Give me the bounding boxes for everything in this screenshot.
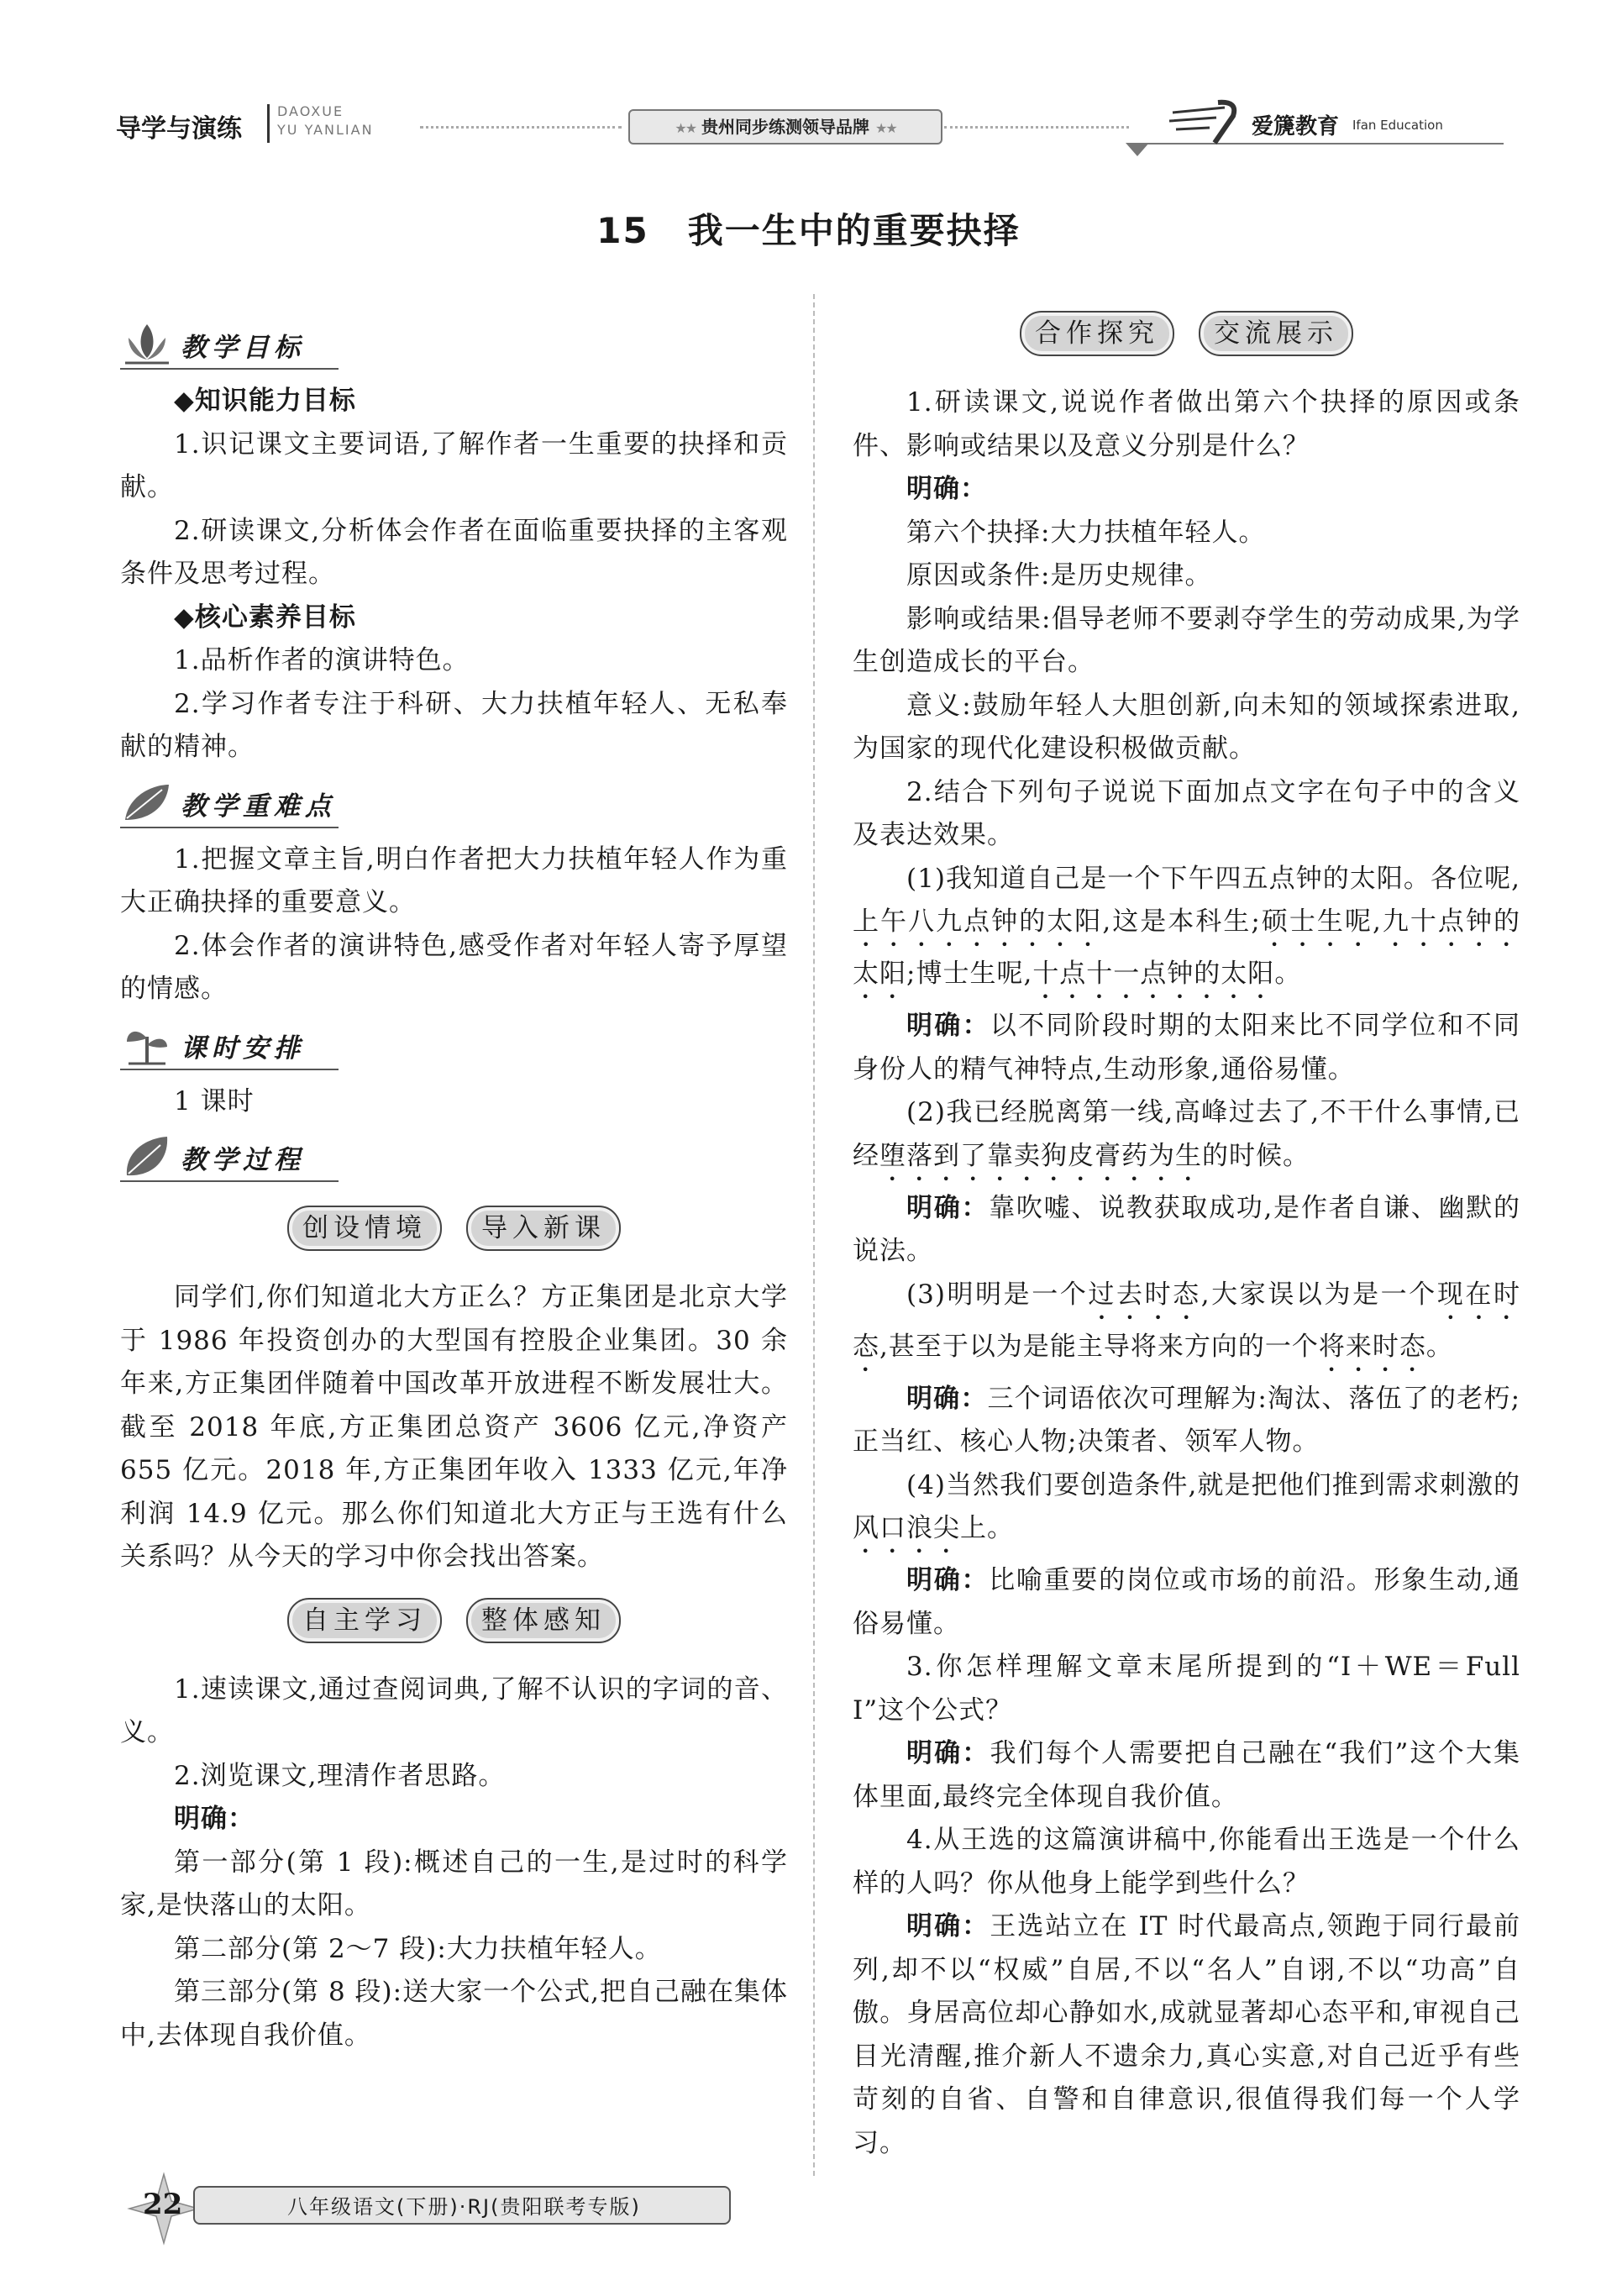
structure-part: 第一部分(第 1 段):概述自己的一生,是过时的科学家,是快落山的太阳。 [120, 1847, 788, 1920]
dotted-phrase: 风口浪尖 [853, 1513, 960, 1543]
sentence-text: (4)当然我们要创造条件,就是把他们推到需求刺激的 [906, 1469, 1520, 1500]
book-info: 八年级语文(下册)·RJ(贵阳联考专版) [193, 2186, 731, 2225]
sentence-4 [853, 1464, 1520, 1560]
activity-pill: 导入新课 [466, 1206, 621, 1251]
sentence-text: ,这是本科生; [1102, 906, 1261, 937]
sentence-text: 的时候。 [1202, 1140, 1310, 1171]
clarify-label: 明确： [906, 474, 987, 504]
answer-text: 以不同阶段时期的太阳来比不同学位和不同身份人的精气神特点,生动形象,通俗易懂。 [853, 1011, 1521, 1085]
clarify-label: 明确： [906, 1383, 988, 1414]
section-title: 教学目标 [181, 333, 305, 363]
badge-text: 贵州同步练测领导品牌 [701, 117, 869, 137]
heading-underline [120, 827, 339, 828]
clarify-label: 明确： [906, 1565, 990, 1595]
lotus-icon [120, 319, 174, 370]
step-item: 2.浏览课文,理清作者思路。 [174, 1760, 506, 1791]
structure-part: 第三部分(第 8 段):送大家一个公式,把自己融在集体中,去体现自我价值。 [120, 1977, 788, 2051]
sentence-text: (2)我已经脱离第一线,高峰过去了,不干什么事情,已经 [853, 1097, 1520, 1171]
heading-underline [120, 1069, 339, 1070]
clarify-label: 明确： [906, 1011, 990, 1041]
answer-q3 [853, 1732, 1520, 1819]
brand-badge: ★★ 贵州同步练测领导品牌 ★★ [628, 109, 942, 144]
header-dotted-line [420, 126, 622, 129]
section-heading-schedule [120, 1020, 788, 1075]
question-2: 2.结合下列句子说说下面加点文字在句子中的含义及表达效果。 [853, 776, 1520, 850]
sentence-text: (3)明明是一个 [906, 1279, 1089, 1310]
answer-text: 三个词语依次可理解为:淘汰、落伍了的老朽;正当红、核心人物;决策者、领军人物。 [853, 1383, 1521, 1457]
sentence-text: 。 [1274, 959, 1302, 989]
sentence-text: 。 [1425, 1331, 1453, 1362]
activity-pills [120, 1206, 788, 1264]
objective-item: 2.研读课文,分析体会作者在面临重要抉择的主客观条件及思考过程。 [120, 515, 788, 589]
answer-line: 影响或结果:倡导老师不要剥夺学生的劳动成果,为学生创造成长的平台。 [853, 603, 1520, 677]
section-heading-key-points [120, 778, 788, 833]
section-title: 教学重难点 [181, 791, 336, 822]
objective-item: 1.品析作者的演讲特色。 [174, 645, 470, 675]
sentence-text: (1)我知道自己是一个下午四五点钟的太阳。各位呢, [906, 863, 1520, 894]
answer-line: 第六个抉择:大力扶植年轻人。 [906, 517, 1266, 548]
dotted-phrase: 堕落到了靠卖狗皮膏药为生 [879, 1140, 1202, 1171]
activity-pills [120, 1598, 788, 1657]
activity-pill: 创设情境 [287, 1206, 442, 1251]
publisher-name-en: Ifan Education [1352, 118, 1443, 133]
question-1: 1.研读课文,说说作者做出第六个抉择的原因或条件、影响或结果以及意义分别是什么？ [853, 387, 1520, 461]
activity-pills [853, 311, 1520, 370]
activity-pill: 交流展示 [1199, 311, 1353, 356]
dotted-phrase: 过去时态 [1088, 1279, 1201, 1310]
pinyin-line-2: YU YANLIAN [277, 122, 374, 138]
header-pointer [1126, 143, 1149, 156]
lesson-number: 15 [596, 210, 649, 251]
section-title: 教学过程 [181, 1145, 305, 1175]
clarify-label: 明确： [906, 1192, 990, 1223]
answer-q4 [853, 1905, 1520, 2165]
sentence-text: ,甚至于以为是能主导将来方向的一个 [879, 1331, 1319, 1362]
pinyin-line-1: DAOXUE [277, 103, 344, 119]
dotted-phrase: 将来时态 [1318, 1331, 1426, 1362]
activity-pill: 合作探究 [1020, 311, 1174, 356]
sprout-icon [120, 1020, 174, 1070]
answer-text: 王选站立在 IT 时代最高点,领跑于同行最前列,却不以“权威”自居,不以“名人”自诩,不以“功高”自傲。身居高位却心静如水,成就显著却心态平和,审视自己目光清醒,推介新人不遗余力,真心实意,对自己近乎有些苛刻的自省、自警和自律意识,很值得我们每一个人学习。 [853, 1911, 1521, 2158]
objective-item: 1.识记课文主要词语,了解作者一生重要的抉择和贡献。 [120, 428, 788, 502]
lesson-title [0, 203, 1617, 254]
answer-line: 原因或条件:是历史规律。 [906, 560, 1212, 591]
dotted-phrase: 上午八九点钟的太阳 [853, 906, 1103, 937]
right-column [853, 311, 1520, 2165]
heading-underline [120, 1180, 339, 1182]
dotted-phrase: 十点十一点钟的太阳 [1032, 959, 1275, 989]
schedule-text: 1 课时 [174, 1085, 255, 1116]
dotted-phrase: 现在时态 [853, 1279, 1520, 1362]
header-divider [267, 104, 270, 143]
series-pinyin [277, 102, 374, 139]
sentence-text: ,大家误以为是一个 [1200, 1279, 1437, 1310]
column-divider [813, 294, 815, 2176]
series-name: 导学与演练 [116, 114, 242, 144]
answer-3 [853, 1378, 1520, 1464]
sentence-2 [853, 1091, 1520, 1187]
section-heading-objectives [120, 319, 788, 375]
clarify-label: 明确： [906, 1738, 990, 1768]
answer-1 [853, 1005, 1520, 1091]
clarify-label: 明确： [174, 1804, 255, 1834]
publisher-name: 爱篪教育 [1252, 114, 1340, 139]
question-3: 3.你怎样理解文章末尾所提到的“I＋WE＝Full I”这个公式？ [853, 1652, 1520, 1726]
question-4: 4.从王选的这篇演讲稿中,你能看出王选是一个什么样的人吗？你从他身上能学到些什么？ [853, 1825, 1520, 1899]
structure-part: 第二部分(第 2～7 段):大力扶植年轻人。 [174, 1933, 662, 1964]
intro-paragraph: 同学们,你们知道北大方正么？方正集团是北京大学于 1986 年投资创办的大型国有控股企业集团。30 余年来,方正集团伴随着中国改革开放进程不断发展壮大。截至 2018 年底,方正集团总资产 3606 亿元,净资产 655 亿元。2018 年,方正集团年收入 1333 亿元,年净利润 14.9 亿元。那么你们知道北大方正与王选有什么关系吗？从今天的学习中你会找出答案。 [120, 1282, 788, 1572]
answer-text: 我们每个人需要把自己融在“我们”这个大集体里面,最终完全体现自我价值。 [853, 1738, 1520, 1812]
sentence-3 [853, 1274, 1520, 1378]
header-dotted-line-right [944, 126, 1129, 129]
answer-4 [853, 1559, 1520, 1646]
lesson-title-text: 我一生中的重要抉择 [687, 210, 1021, 251]
objective-item: 2.学习作者专注于科研、大力扶植年轻人、无私奉献的精神。 [120, 688, 788, 762]
section-heading-process [120, 1132, 788, 1187]
left-column [120, 311, 788, 2057]
page-footer [134, 2183, 773, 2233]
clarify-label: 明确： [906, 1911, 990, 1941]
heading-underline [120, 368, 339, 370]
sentence-text: ;博士生呢, [906, 959, 1033, 989]
key-point-item: 1.把握文章主旨,明白作者把大力扶植年轻人作为重大正确抉择的重要意义。 [120, 843, 788, 917]
answer-text: 靠吹嘘、说教获取成功,是作者自谦、幽默的说法。 [853, 1192, 1520, 1266]
leaf-icon [120, 778, 174, 828]
sentence-text: 上。 [960, 1513, 1014, 1543]
answer-line: 意义:鼓励年轻人大胆创新,向未知的领域探索进取,为国家的现代化建设积极做贡献。 [853, 690, 1520, 764]
section-title: 课时安排 [181, 1032, 305, 1064]
publisher-logo-icon [1166, 97, 1242, 148]
answer-text: 比喻重要的岗位或市场的前沿。形象生动,通俗易懂。 [853, 1565, 1520, 1639]
leaf-icon [120, 1132, 174, 1182]
page-number: 22 [143, 2188, 183, 2221]
step-item: 1.速读课文,通过查阅词典,了解不认识的字词的音、义。 [120, 1673, 788, 1747]
dotted-phrase: 硕士生呢,九十点钟的太阳 [853, 906, 1520, 989]
page-header [0, 0, 1617, 168]
knowledge-heading: ◆知识能力目标 [174, 386, 356, 416]
sentence-1 [853, 858, 1520, 1006]
core-heading: ◆核心素养目标 [174, 602, 356, 633]
activity-pill: 自主学习 [287, 1598, 442, 1643]
activity-pill: 整体感知 [466, 1598, 621, 1643]
key-point-item: 2.体会作者的演讲特色,感受作者对年轻人寄予厚望的情感。 [120, 930, 788, 1004]
answer-2 [853, 1187, 1520, 1274]
